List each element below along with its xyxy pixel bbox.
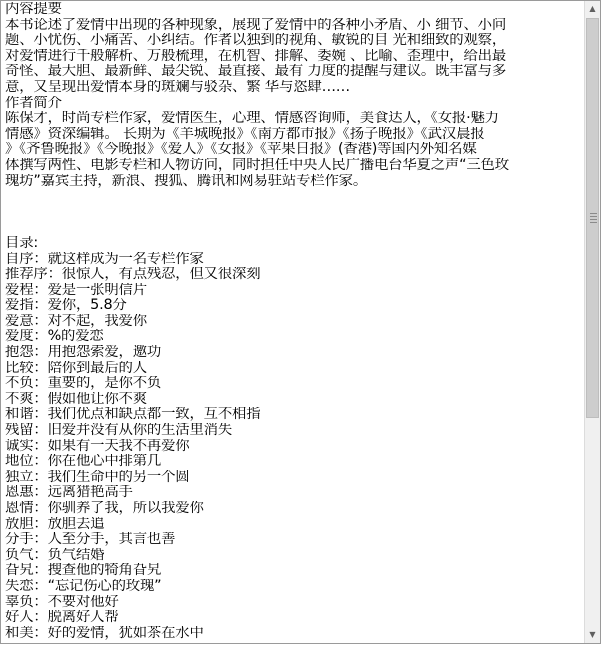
- toc-item: 爱度：%的爱恋: [5, 329, 104, 345]
- toc-item: 诚实：如果有一天我不再爱你: [5, 438, 190, 454]
- toc-item: 自序：就这样成为一名专栏作家: [5, 251, 204, 267]
- scrollbar-thumb[interactable]: [586, 18, 599, 418]
- toc-item: 爱程：爱是一张明信片: [5, 282, 147, 298]
- author-section: [5, 111, 587, 189]
- toc-item: 地位：你在他心中排第几: [5, 454, 162, 470]
- author-line: 陈保才，时尚专栏作家，爱情医生，心理、情感咨询师，美食达人，《女报·魅力: [5, 111, 499, 127]
- thumb-grip-line: [590, 216, 597, 217]
- toc-heading: 目录:: [5, 235, 39, 251]
- toc-item: 独立：我们生命中的另一个圆: [5, 469, 190, 485]
- scroll-down-arrow-icon[interactable]: ▼: [585, 627, 600, 643]
- toc-item: 比较：陪你到最后的人: [5, 360, 147, 376]
- author-line: 》《齐鲁晚报》《今晚报》《爱人》《女报》《苹果日报》(香港)等国内外知名媒: [5, 142, 477, 158]
- toc-item: 负气：负气结婚: [5, 547, 105, 563]
- toc-item: 分手：人至分手，其言也善: [5, 532, 176, 548]
- summary-line: 对爱情进行千般解析、万般梳理，在机智、排解、委婉 、比喻、歪理中，给出最: [5, 48, 507, 64]
- toc-item: 不负：重要的，是你不负: [5, 376, 162, 392]
- toc-item: 恩惠：远离猎艳高手: [5, 485, 133, 501]
- summary-line: 题、小忧伤、小痛苦、小纠结。作者以独到的视角、敏锐的目 光和细致的观察，: [5, 33, 507, 49]
- author-line: 情感》资深编辑。 长期为《羊城晚报》《南方都市报》《扬子晚报》《武汉晨报: [5, 126, 485, 142]
- toc-item: 失恋：“忘记伤心的玫瑰”: [5, 578, 162, 594]
- text-content: [5, 2, 587, 645]
- summary-section: [5, 18, 587, 96]
- blank-line: [5, 205, 587, 221]
- author-line: 瑰坊”嘉宾主持，新浪、搜狐、腾讯和网易驻站专栏作家。: [5, 173, 368, 189]
- scroll-up-arrow-icon[interactable]: ▲: [585, 1, 600, 17]
- toc-item: 和美：好的爱情，犹如茶在水中: [5, 625, 204, 641]
- blank-line: [5, 220, 587, 236]
- toc-item: 旮旯：搜查他的犄角旮旯: [5, 563, 162, 579]
- summary-line: 意，又呈现出爱情本身的斑斓与驳杂、繁 华与恣肆……: [5, 79, 350, 95]
- toc-item: 好人：脱离好人帮: [5, 610, 119, 626]
- author-heading: 作者简介: [5, 95, 62, 111]
- thumb-grip-line: [590, 219, 597, 220]
- thumb-grip-line: [590, 213, 597, 214]
- summary-line: 奇怪、最大胆、最新鲜、最尖锐、最直接、最有 力度的提醒与建议。既丰富与多: [5, 64, 507, 80]
- toc-item: 抱怨：用抱怨索爱，邀功: [5, 345, 162, 361]
- toc-item: 和谐：我们优点和缺点都一致，互不相指: [5, 407, 261, 423]
- toc-item: 辜负：不要对他好: [5, 594, 119, 610]
- thumb-grip-line: [590, 222, 597, 223]
- toc-item: 爱指：爱你，5.8分: [5, 298, 127, 314]
- toc-item: 推荐序：很惊人，有点残忍，但又很深刻: [5, 267, 261, 283]
- toc-item: 放胆：放胆去追: [5, 516, 105, 532]
- toc-item: 不爽：假如他让你不爽: [5, 391, 147, 407]
- toc-list: [5, 252, 587, 642]
- blank-line: [5, 189, 587, 205]
- toc-item: 恩情：你驯养了我，所以我爱你: [5, 501, 204, 516]
- summary-line: 本书论述了爱情中出现的各种现象，展现了爱情中的各种小矛盾、小 细节、小问: [5, 17, 507, 33]
- author-line: 体撰写两性、电影专栏和人物访问，同时担任中央人民广播电台华夏之声“三色玫: [5, 157, 509, 173]
- vertical-scrollbar[interactable]: [584, 1, 600, 643]
- toc-item: 爱意：对不起，我爱你: [5, 313, 147, 329]
- summary-heading: 内容提要: [5, 2, 62, 17]
- toc-item: 残留：旧爱并没有从你的生活里消失: [5, 423, 233, 439]
